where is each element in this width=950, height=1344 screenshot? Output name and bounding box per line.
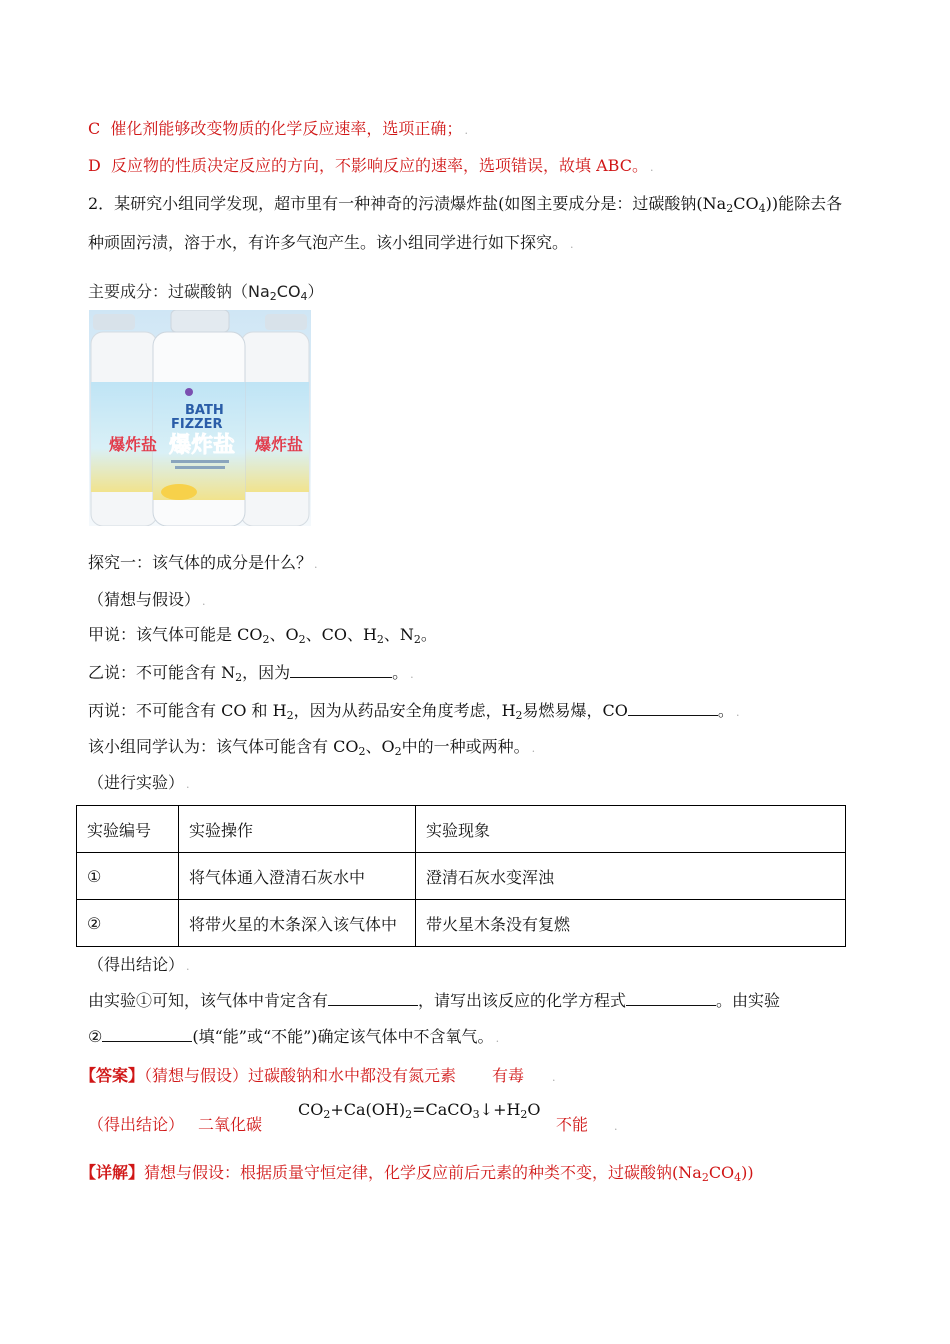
- option-c: C 催化剂能够改变物质的化学反应速率，选项正确； .: [88, 119, 468, 138]
- conclusion-line-2: ② (填“能”或“不能”)确定该气体中不含氧气。 .: [88, 1027, 500, 1046]
- svg-text:爆炸盐: 爆炸盐: [169, 433, 236, 458]
- answer-blank[interactable]: [102, 1026, 192, 1042]
- conclusion-heading: （得出结论） .: [88, 955, 190, 974]
- table-header-cell: 实验操作: [179, 806, 416, 853]
- answer-blank[interactable]: [626, 990, 716, 1006]
- detail-line: 【详解】猜想与假设：根据质量守恒定律，化学反应前后元素的种类不变，过碳酸钠$(Na_2CO_4)$): [80, 1163, 754, 1184]
- table-cell: 带火星木条没有复燃: [416, 900, 846, 947]
- table-cell: 将带火星的木条深入该气体中: [179, 900, 416, 947]
- table-row: [77, 853, 846, 900]
- answer-line-1: 【答案】（猜想与假设）过碳酸钠和水中都没有氮元素 有毒 .: [80, 1066, 556, 1085]
- group-statement: 该小组同学认为：该气体可能含有 $CO_2$、$O_2$中的一种或两种。 .: [88, 737, 536, 758]
- answer-blank[interactable]: [628, 700, 718, 716]
- table-cell: 澄清石灰水变浑浊: [416, 853, 846, 900]
- experiment-heading: （进行实验） .: [88, 773, 190, 792]
- table-cell: 将气体通入澄清石灰水中: [179, 853, 416, 900]
- answer-line-2: （得出结论） 二氧化碳: [88, 1115, 263, 1134]
- svg-text:爆炸盐: 爆炸盐: [255, 435, 304, 454]
- chemical-equation: $CO_2+Ca(OH)_2=CaCO_3↓+H_2O$: [298, 1100, 541, 1121]
- bottle-left: [91, 314, 157, 526]
- option-d: D 反应物的性质决定反应的方向，不影响反应的速率，选项错误，故填 ABC。 .: [88, 156, 654, 175]
- table-row: [77, 900, 846, 947]
- question-2-line-1: 2．某研究小组同学发现，超市里有一种神奇的污渍爆炸盐(如图主要成分是：过碳酸钠$(Na_2CO_4)$)能除去各: [88, 194, 843, 215]
- question-2-line-2: 种顽固污渍，溶于水，有许多气泡产生。该小组同学进行如下探究。 .: [88, 233, 574, 252]
- conclusion-line-1: 由实验①可知，该气体中肯定含有 ，请写出该反应的化学方程式 。由实验: [88, 991, 781, 1010]
- answer-blank[interactable]: [328, 990, 418, 1006]
- bottle-center: [153, 310, 245, 526]
- svg-text:BATH: BATH: [185, 403, 224, 418]
- figure-caption: 主要成分：过碳酸钠$(Na_2CO_4)$: [88, 282, 324, 303]
- inquiry-1: 探究一：该气体的成分是什么？ .: [88, 553, 318, 572]
- table-header-cell: 实验现象: [416, 806, 846, 853]
- guess-heading: （猜想与假设） .: [88, 590, 206, 609]
- yi-statement: 乙说：不可能含有 $N_2$，因为 。 .: [88, 663, 414, 684]
- bottle-right: [241, 314, 309, 526]
- product-photo: [89, 310, 311, 526]
- table-cell: ①: [77, 853, 179, 900]
- svg-text:爆炸盐: 爆炸盐: [109, 435, 158, 454]
- table-header-cell: 实验编号: [77, 806, 179, 853]
- answer-cannot: 不能 .: [556, 1115, 618, 1134]
- table-header-row: [77, 806, 846, 853]
- answer-blank[interactable]: [290, 662, 392, 678]
- jia-statement: 甲说：该气体可能是 $CO_2$、$O_2$、CO、$H_2$、$N_2$。: [88, 625, 437, 646]
- bing-statement: 丙说：不可能含有 CO 和 $H_2$，因为从药品安全角度考虑，$H_2$易燃易爆，CO 。 .: [88, 701, 740, 722]
- table-cell: ②: [77, 900, 179, 947]
- svg-text:FIZZER: FIZZER: [171, 417, 223, 432]
- experiment-table: [76, 805, 846, 947]
